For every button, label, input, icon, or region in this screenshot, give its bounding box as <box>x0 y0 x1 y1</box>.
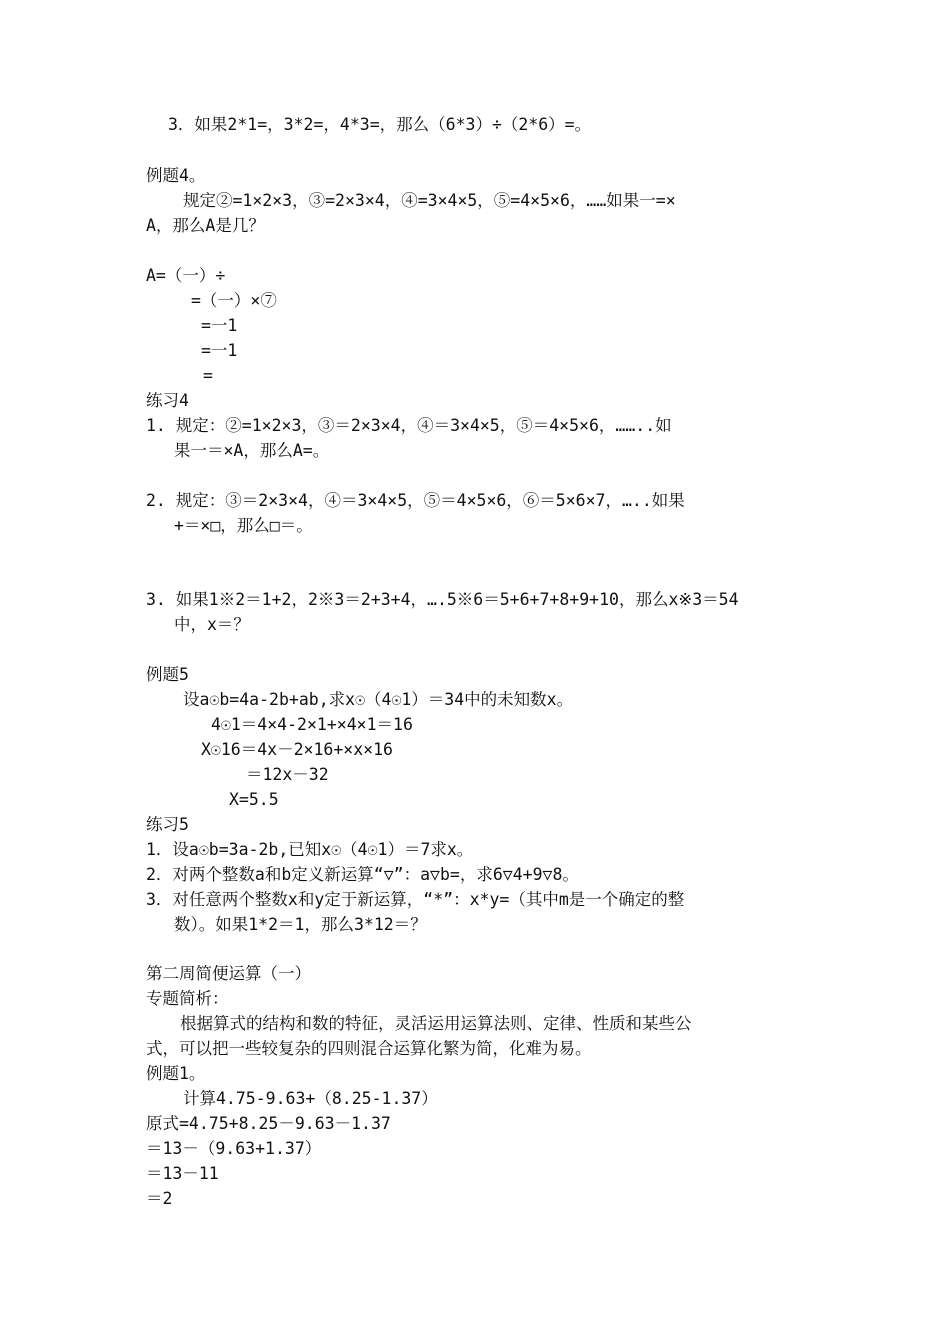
example-5-solution-line-3: ＝12x－32 <box>246 765 329 784</box>
example-1-solution-line-1: 原式=4.75+8.25－9.63－1.37 <box>146 1114 391 1133</box>
example-4-solution-line-3: =一1 <box>201 316 238 335</box>
practice-4-item-3-line-2: 中，x＝？ <box>174 615 250 634</box>
example-4-solution-line-2: =（一）×⑦ <box>191 291 277 310</box>
practice-5-item-1: 1．设a☉b=3a-2b,已知x☉（4☉1）＝7求x。 <box>146 840 474 859</box>
practice-4-heading: 练习4 <box>146 391 189 410</box>
example-5-solution-line-2: X☉16＝4x－2×16+×x×16 <box>201 740 393 759</box>
example-1-solution-line-4: ＝2 <box>146 1189 173 1208</box>
practice-4-item-3-line-1: 3. 如果1※2＝1+2，2※3＝2+3+4，….5※6＝5+6+7+8+9+10，那么x※3＝54 <box>146 590 739 609</box>
exercise-3-line: 3．如果2*1=，3*2=，4*3=，那么（6*3）÷（2*6）=。 <box>168 115 592 134</box>
practice-4-item-1-line-2: 果一＝×A，那么A=。 <box>174 441 330 460</box>
topic-overview-label: 专题简析： <box>146 989 229 1008</box>
topic-overview-text-line-1: 根据算式的结构和数的特征，灵活运用运算法则、定律、性质和某些公 <box>180 1014 692 1033</box>
example-4-heading: 例题4。 <box>146 166 206 185</box>
example-5-solution-line-4: X=5.5 <box>229 790 279 809</box>
example-4-problem-line-1: 规定②=1×2×3，③=2×3×4，④=3×4×5，⑤=4×5×6，……如果一=× <box>183 191 676 210</box>
example-5-solution-line-1: 4☉1＝4×4-2×1+×4×1＝16 <box>211 715 413 734</box>
practice-5-item-2: 2．对两个整数a和b定义新运算“▽”：a▽b=，求6▽4+9▽8。 <box>146 865 579 884</box>
practice-5-heading: 练习5 <box>146 815 189 834</box>
practice-5-item-3-line-2: 数）。如果1*2＝1，那么3*12＝？ <box>174 915 427 934</box>
example-5-heading: 例题5 <box>146 665 189 684</box>
section-title: 第二周简便运算（一） <box>146 964 311 983</box>
example-4-problem-line-2: A，那么A是几？ <box>146 216 265 235</box>
example-1-solution-line-2: ＝13－（9.63+1.37） <box>146 1139 322 1158</box>
example-4-solution-line-5: = <box>203 366 213 385</box>
practice-5-item-3-line-1: 3．对任意两个整数x和y定于新运算，“*”：x*y=（其中m是一个确定的整 <box>146 890 685 909</box>
example-5-problem: 设a☉b=4a-2b+ab,求x☉（4☉1）＝34中的未知数x。 <box>183 690 574 709</box>
example-4-solution-line-1: A=（一）÷ <box>146 266 226 285</box>
example-1-heading: 例题1。 <box>146 1064 206 1083</box>
example-4-solution-line-4: =一1 <box>201 341 238 360</box>
practice-4-item-2-line-2: +＝×□，那么□＝。 <box>174 516 313 535</box>
example-1-problem: 计算4.75-9.63+（8.25-1.37） <box>183 1089 438 1108</box>
topic-overview-text-line-2: 式，可以把一些较复杂的四则混合运算化繁为简，化难为易。 <box>146 1039 592 1058</box>
example-1-solution-line-3: ＝13－11 <box>146 1164 219 1183</box>
practice-4-item-1-line-1: 1. 规定：②=1×2×3，③＝2×3×4，④＝3×4×5，⑤＝4×5×6，……..如 <box>146 416 672 435</box>
practice-4-item-2-line-1: 2. 规定：③＝2×3×4，④＝3×4×5，⑤＝4×5×6，⑥＝5×6×7，…..如果 <box>146 491 685 510</box>
